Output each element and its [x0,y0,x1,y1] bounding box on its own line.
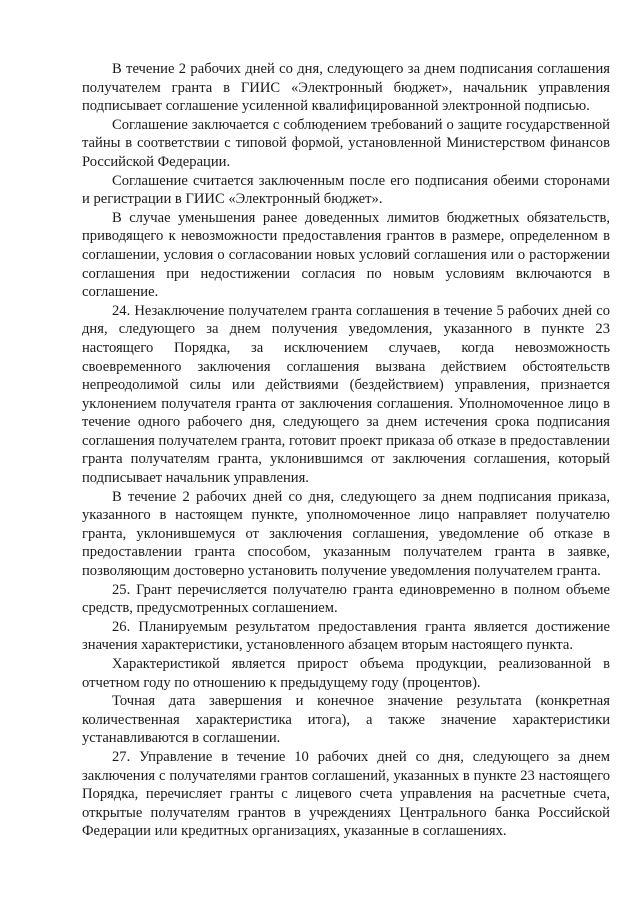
paragraph-26: 26. Планируемым результатом предоставления гранта является достижение значения характеристики, установленного абзацем вторым настоящего пункта. [82,618,610,654]
paragraph-24: 24. Незаключение получателем гранта соглашения в течение 5 рабочих дней со дня, следующего за днем получения уведомления, указанного в пункте 23 настоящего Порядка, за исключением случаев, когда невозможность своевременного заключения соглашения вызвана действием обстоятельств непреодолимой силы или действиями (бездействием) управления, признается уклонением получателя гранта от заключения соглашения. Уполномоченное лицо в течение одного рабочего дня, следующего за днем истечения срока подписания соглашения получателем гранта, готовит проект приказа об отказе в предоставлении гранта получателям гранта, уклонившимся от заключения соглашения, который подписывает начальник управления. [82,302,610,487]
paragraph: В течение 2 рабочих дней со дня, следующего за днем подписания соглашения получателем гранта в ГИИС «Электронный бюджет», начальник управления подписывает соглашение усиленной квалифицированной электронной подписью. [82,61,610,115]
paragraph: Соглашение считается заключенным после его подписания обеими сторонами и регистрации в ГИИС «Электронный бюджет». [82,172,610,208]
paragraph: Точная дата завершения и конечное значение результата (конкретная количественная характеристика итога), а также значение характеристики устанавливаются в соглашении. [82,693,610,747]
document-page [82,60,610,841]
paragraph-27: 27. Управление в течение 10 рабочих дней со дня, следующего за днем заключения с получателями грантов соглашений, указанных в пункте 23 настоящего Порядка, перечисляет гранты с лицевого счета управления на расчетные счета, открытые получателям грантов в учреждениях Центрального банка Российской Федерации или кредитных организациях, указанные в соглашениях. [82,748,610,840]
paragraph: Соглашение заключается с соблюдением требований о защите государственной тайны в соответствии с типовой формой, установленной Министерством финансов Российской Федерации. [82,116,610,170]
paragraph: В течение 2 рабочих дней со дня, следующего за днем подписания приказа, указанного в настоящем пункте, уполномоченное лицо направляет получателю гранта, уклонившемуся от заключения соглашения, уведомление об отказе в предоставлении гранта способом, указанным получателем гранта в заявке, позволяющим достоверно установить получение уведомления получателем гранта. [82,488,610,580]
paragraph: В случае уменьшения ранее доведенных лимитов бюджетных обязательств, приводящего к невозможности предоставления грантов в размере, определенном в соглашении, условия о согласовании новых условий соглашения или о расторжении соглашения при недостижении согласия по новым условиям включаются в соглашение. [82,209,610,301]
paragraph: Характеристикой является прирост объема продукции, реализованной в отчетном году по отношению к предыдущему году (процентов). [82,656,610,691]
paragraph-25: 25. Грант перечисляется получателю гранта единовременно в полном объеме средств, предусмотренных соглашением. [82,581,610,617]
